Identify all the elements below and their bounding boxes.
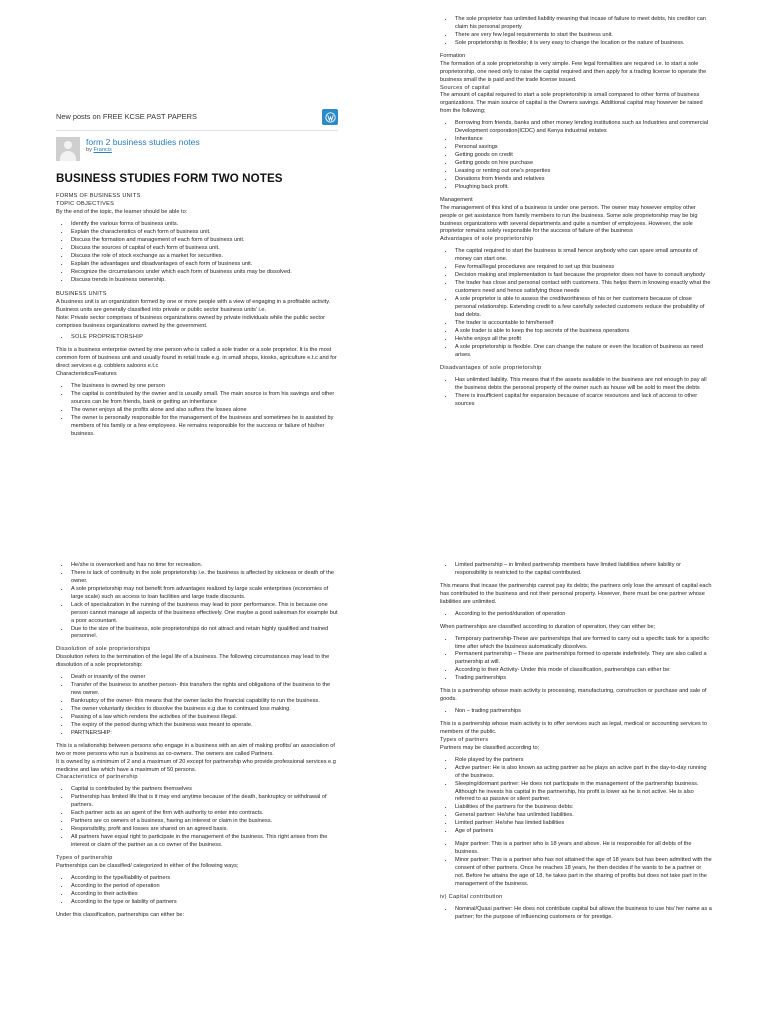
list-item: • Sole proprietorship is flexible; it is very easy to change the location or the nature of business. — [454, 40, 712, 48]
paragraph: Partnerships can be classified/ categorized in either of the following ways; — [56, 862, 239, 869]
list-item: • Ploughing back profit. — [454, 184, 712, 192]
section-heading: Disadvantages of sole proprietorship — [440, 365, 542, 372]
section-heading: Characteristics/Features — [56, 371, 117, 378]
list-item: • Responsibility, profit and losses are shared on an agreed basis. — [70, 826, 338, 834]
list-item: • Limited partnership – in limited partnership members have limited liabilities where liability or responsibility is restricted to the capital contributed. — [454, 562, 712, 578]
list-item: • Temporary partnership-These are partnerships that are formed to carry out a specific task for a specific time after which the business automatically dissolves. — [454, 636, 712, 652]
list-item: • The expiry of the period during which the business was meant to operate. — [70, 722, 338, 730]
list-item: • Permanent partnership – These are partnerships formed to operate indefinitely. They are also called a partnership at will. — [454, 651, 712, 667]
article-column-3 — [56, 560, 338, 1024]
paragraph: The management of this kind of a business is under one person. The owner may however employ other people or get assistance from family members to run the business. Some sole proprietorship may be big business organizations with several departments and quite a number of employees. However, the sole proprietor remains solely responsible for the success of failure of the business — [440, 204, 698, 235]
list-item: • Active partner: He is also known as acting partner as he plays an active part in the day-to-day running of the business. — [454, 765, 712, 781]
list-item: • Each partner acts as an agent of the firm with authority to enter into contracts. — [70, 810, 338, 818]
list-item: • According to the type/liability of partners — [70, 875, 338, 883]
list-item: • A sole proprietorship may not benefit from advantages realized by large scale enterprises (economies of large scale) such as access to loan facilities and large trade discounts. — [70, 586, 338, 602]
paragraph: The formation of a sole proprietorship is very simple. Few legal formalities are required i.e. to start a sole proprietorship, one need only to raise the capital required and then apply for a trading license to operate the business small the is paid and the trade license issued. — [440, 60, 707, 83]
disadvantages-continued-list — [70, 562, 338, 641]
list-item: • Getting goods on credit — [454, 152, 712, 160]
partners-list — [454, 757, 712, 836]
list-item: • There is insufficient capital for expansion because of scarce resources and lack of access to other sources — [454, 393, 712, 409]
capital-list — [454, 906, 712, 922]
list-item: • Explain the advantages and disadvantages of each form of business unit. — [70, 261, 338, 269]
wordpress-icon[interactable] — [322, 109, 338, 125]
list-item: • Discuss the role of stock exchange as a market for securities. — [70, 253, 338, 261]
list-item: • SOLE PROPRIETORSHIP — [70, 334, 338, 342]
list-item: • Discuss the sources of capital of each form of business unit. — [70, 245, 338, 253]
characteristics-list — [70, 383, 338, 439]
period-list — [454, 611, 712, 619]
paragraph: This is a partnership whose main activity is to offer services such as legal, medical or accounting services to members of the public. — [440, 721, 707, 735]
list-item: • Trading partnerships — [454, 675, 712, 683]
text-line: By the end of the topic, the learner should be able to: — [56, 209, 188, 216]
section-heading: Dissolution of sole proprietorships — [56, 646, 151, 653]
section-heading: Advantages of sole proprietorship — [440, 236, 534, 243]
list-item: • According to the type or liability of partners — [70, 899, 338, 907]
paragraph: The amount of capital required to start a sole proprietorship is small compared to other forms of business organizations. The main source of capital is the Owners savings. Additional capital may however be raised from the following; — [440, 92, 703, 115]
list-item: • There are very few legal requirements to start the business unit. — [454, 32, 712, 40]
list-item: • Minor partner: This is a partner who has not attained the age of 18 years but has been admitted with the consent of other partners. Once he reaches 18 years, he then decides if he wants to be a partner or not. Before he attains the age of 18, he takes part in the sharing of profits but does not take part in the management of the business. — [454, 857, 712, 889]
section-heading: BUSINESS UNITS — [56, 290, 107, 297]
objectives-list — [70, 221, 338, 285]
non-trading-list — [454, 708, 712, 716]
section-heading: Formation — [440, 52, 466, 59]
list-item: • Age of partners — [454, 828, 712, 836]
partnership-characteristics-list — [70, 786, 338, 850]
list-item: • He/she enjoys all the profit — [454, 336, 712, 344]
advantages-list — [454, 248, 712, 359]
list-item: • According to their activities — [70, 891, 338, 899]
by-prefix: by — [86, 147, 92, 154]
sources-list — [454, 120, 712, 191]
list-item: • Identify the various forms of business units. — [70, 221, 338, 229]
paragraph: Note: Private sector comprises of business organizations owned by private individuals while the public sector comprises business organizations owned by the government. — [56, 314, 325, 329]
list-item: • Decision making and implementation is fast because the proprietor does not have to consult anybody — [454, 272, 712, 280]
list-item: • The capital is contributed by the owner and is usually small. The main source is from his savings and other sources can be from friends, bank or getting an inheritance — [70, 391, 338, 407]
list-item: • Few formal/legal procedures are required to set up this business — [454, 264, 712, 272]
list-item: • Explain the characteristics of each form of business unit. — [70, 229, 338, 237]
blog-header-bar — [56, 108, 338, 126]
paragraph: This is a partnership whose main activity is processing, manufacturing, construction or purchase and sale of goods. — [440, 688, 707, 703]
paragraph: This is a relationship between persons who engage in a business with an aim of making profits/ an association of two or more persons who run a business as co-owners. The owners are called Partners. — [56, 742, 335, 757]
list-item: • Partners are co owners of a business, having an interest or claim in the business. — [70, 818, 338, 826]
list-item: • Discuss the formation and management of each form of business unit. — [70, 237, 338, 245]
list-item: • General partner: He/she has unlimited liabilities. — [454, 812, 712, 820]
characteristics-continued-list — [454, 16, 712, 48]
list-item: • Lack of specialization in the running of the business may lead to poor performance. This is because one person cannot manage all aspects of the business effectively. One maybe a good salesman for example but a poor accountant. — [70, 602, 338, 626]
list-item: • Discuss trends in business ownership. — [70, 277, 338, 285]
duration-list — [454, 636, 712, 684]
list-item: • There is lack of continuity in the sole proprietorship i.e. the business is affected by sickness or death of the owner. — [70, 570, 338, 586]
paragraph: When partnerships are classified according to duration of operation, they can either be; — [440, 623, 656, 630]
section-heading: Characteristics of partnership — [56, 774, 138, 781]
paragraph: Business units are generally classified into private or public sector business units' i.e. — [56, 306, 267, 313]
paragraph: It is owned by a minimum of 2 and a maximum of 20 except for partnership who provide professional services e.g medicine and law which have a maximum of 50 persons. — [56, 758, 336, 773]
list-item: • Capital is contributed by the partners themselves — [70, 786, 338, 794]
limited-partnership-list — [454, 562, 712, 578]
paragraph: Partners may be classified according to; — [440, 744, 540, 751]
byline — [86, 147, 200, 155]
list-item: • Transfer of the business to another person- this transfers the rights and obligations of the business to the new owner. — [70, 682, 338, 698]
list-item: • Sleeping/dormant partner: He does not participate in the management of the partnership business. Although he invests his capital in the partnership, his profit is lower as he is not active. He is also referred to as passive or silent partner. — [454, 781, 712, 805]
sole-item-list — [70, 334, 338, 342]
list-item: • A sole trader is able to keep the top secrets of the business operations — [454, 328, 712, 336]
divider — [56, 130, 338, 131]
list-item: • Personal savings — [454, 144, 712, 152]
list-item: • The trader has close and personal contact with customers. This helps them in knowing exactly what the customers need and hence satisfying those needs — [454, 280, 712, 296]
list-item: • Passing of a law which renders the activities of the business illegal. — [70, 714, 338, 722]
list-item: • Inheritance — [454, 136, 712, 144]
list-item: • Death or insanity of the owner — [70, 674, 338, 682]
paragraph: This is a business enterprise owned by one person who is called a sole trader or a sole proprietor. It is the most common form of business unit and usually found in retail trade e.g. in small shops, kiosks, agriculture e.t.c and for direct services e.g. cobblers saloons e.t.c — [56, 347, 337, 370]
list-item: • Borrowing from friends, banks and other money lending institutions such as Industries and commercial Development corporation(ICDC) and Kenya industrial estates — [454, 120, 712, 136]
new-posts-link[interactable]: New posts on FREE KCSE PAST PAPERS — [56, 111, 197, 121]
list-item: • The owner enjoys all the profits alone and also suffers the losses alone — [70, 407, 338, 415]
paragraph: This means that incase the partnership cannot pay its debts; the partners only lose the amount of capital each has contributed to the business and not their personal property. However, there must be one partner whose liabilities are unlimited. — [440, 582, 712, 605]
list-item: • Recognize the circumstances under which each form of business units may be dissolved. — [70, 269, 338, 277]
list-item: • According to the period/duration of operation — [454, 611, 712, 619]
list-item: • He/she is overworked and has no time for recreation. — [70, 562, 338, 570]
section-heading: Sources of capital — [440, 84, 490, 91]
list-item: • A sole proprietorship is flexible. One can change the nature or even the location of business as need arises. — [454, 344, 712, 360]
list-item: • Non – trading partnerships — [454, 708, 712, 716]
article-column-1 — [56, 108, 338, 528]
list-item: • Bankruptcy of the owner- this means that the owner lacks the financial capability to run the business. — [70, 698, 338, 706]
list-item: • According to the period of operation — [70, 883, 338, 891]
author-link[interactable]: Francis — [93, 147, 112, 154]
list-item: • Has unlimited liability. This means that if the assets available in the business are not enough to pay all the business debts the personal property of the owner such as house will be sold to meet the debts — [454, 377, 712, 393]
list-item: • PARTNERSHIP: — [70, 730, 338, 738]
paragraph: A business unit is an organization formed by one or more people with a view of engaging in a profitable activity. — [56, 298, 331, 305]
list-item: • The capital required to start the business is small hence anybody who can spare small amounts of money can start one. — [454, 248, 712, 264]
section-heading: Types of partners — [440, 736, 489, 743]
list-item: • Limited partner: He/she has limited liabilities — [454, 820, 712, 828]
disadvantages-list — [454, 377, 712, 409]
paragraph: Dissolution refers to the termination of the legal life of a business. The following circumstances may lead to the dissolution of a sole proprietorship: — [56, 654, 330, 669]
list-item: • The owner is personally responsible for the management of the business and sometimes he is assisted by members of his family or a few employees. He remains responsible for the success or failure of his/her business. — [70, 415, 338, 439]
list-item: • Role played by the partners — [454, 757, 712, 765]
list-item: • The sole proprietor has unlimited liability meaning that incase of failure to meet debts, his creditor can claim his personal property — [454, 16, 712, 32]
section-heading: Management — [440, 196, 473, 203]
age-list — [454, 841, 712, 889]
list-item: • Leasing or renting out one's properties — [454, 168, 712, 176]
list-item: • The trader is accountable to him/herself — [454, 320, 712, 328]
avatar[interactable] — [56, 137, 80, 161]
section-heading: Types of partnership — [56, 854, 113, 861]
paragraph: Under this classification, partnerships can either be: — [56, 911, 185, 918]
list-item: • Donations from friends and relatives — [454, 176, 712, 184]
article-column-2 — [440, 14, 712, 534]
list-item: • Getting goods on hire purchase — [454, 160, 712, 168]
post-title-link[interactable]: form 2 business studies notes — [86, 137, 200, 147]
list-item: • Nominal/Quasi partner: He does not contribute capital but allows the business to use his/ her name as a partner; for the purpose of influencing customers or for prestige. — [454, 906, 712, 922]
list-item: • Due to the size of the business, sole proprietorships do not attract and retain highly qualified and trained personnel. — [70, 626, 338, 642]
dissolution-list — [70, 674, 338, 738]
list-item: • Liabilities of the partners for the business debts: — [454, 804, 712, 812]
list-item: • The business is owned by one person — [70, 383, 338, 391]
list-item: • A sole proprietor is able to assess the creditworthiness of his or her customers because of close personal relationship. Extending credit to a few carefully selected customers reduce the probability of bad debts. — [454, 296, 712, 320]
list-item: • Partnership has limited life that is it may end anytime because of the death, bankruptcy or withdrawal of partners. — [70, 794, 338, 810]
text-line: FORMS OF BUSINESS UNITS — [56, 193, 141, 200]
types-list — [70, 875, 338, 907]
article-column-4 — [440, 560, 712, 1024]
text-line: TOPIC OBJECTIVES — [56, 201, 115, 208]
section-heading: iv) Capital contribution — [440, 893, 503, 900]
list-item: • Major partner: This is a partner who is 18 years and above. He is responsible for all debts of the business. — [454, 841, 712, 857]
list-item: • The owner voluntarily decides to dissolve the business e.g due to continued loss making. — [70, 706, 338, 714]
list-item: • According to their Activity- Under this mode of classification, partnerships can either be: — [454, 667, 712, 675]
list-item: • All partners have equal right to participate in the management of the business. This right arises from the interest or claim of the partner as a co owner of the business. — [70, 834, 338, 850]
post-meta — [56, 137, 338, 161]
page-title: BUSINESS STUDIES FORM TWO NOTES — [56, 172, 283, 185]
